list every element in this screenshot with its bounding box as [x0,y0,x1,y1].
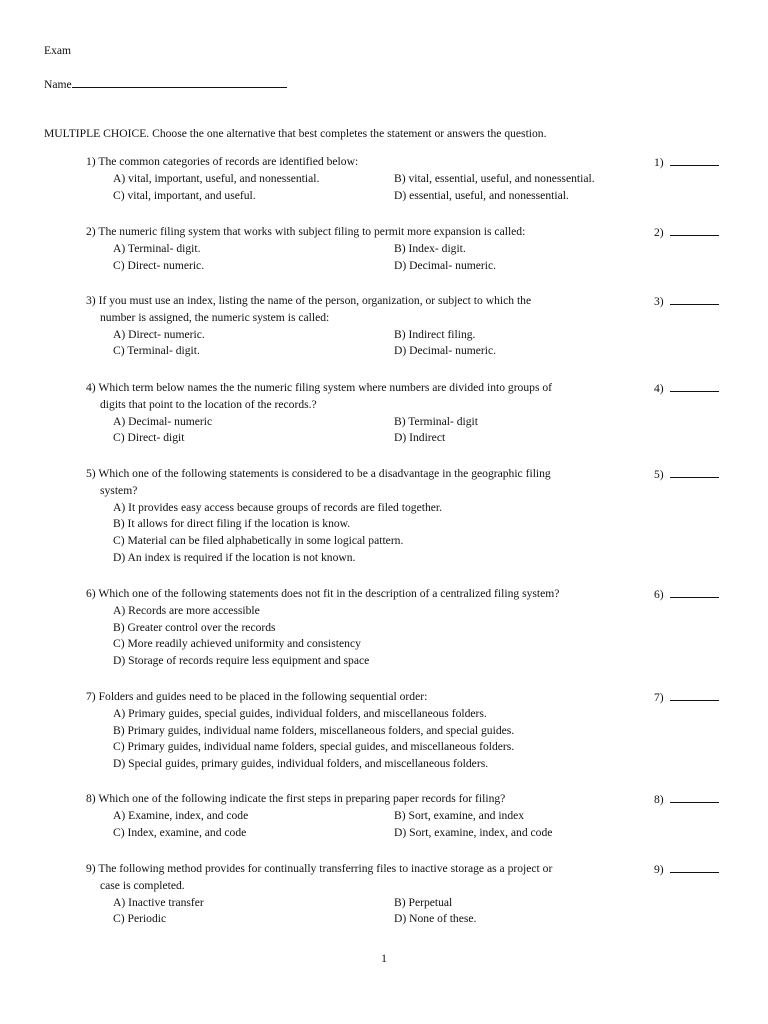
question-number: 3) [86,294,96,307]
answer-blank-7[interactable] [654,689,734,707]
choice-a[interactable]: A) Decimal- numeric [113,414,213,428]
question-5 [86,466,646,567]
answer-blank-2[interactable] [654,224,734,242]
choice-b[interactable]: B) Perpetual [394,895,453,909]
choice-b[interactable]: B) Terminal- digit [394,414,478,428]
answer-line[interactable] [670,689,719,701]
choice-c[interactable]: C) Index, examine, and code [113,825,247,839]
question-stem [86,689,646,706]
question-text: The numeric filing system that works with subject filing to permit more expansion is called: [98,225,526,238]
choice-d[interactable]: D) Sort, examine, index, and code [394,825,553,839]
choice-list [113,171,646,205]
choice-a[interactable]: A) Inactive transfer [113,895,204,909]
question-text-continued: number is assigned, the numeric system is called: [100,310,330,324]
choice-c[interactable]: C) Direct- digit [113,431,185,445]
choice-list [113,808,646,842]
question-text: Which one of the following statements does not fit in the description of a centralized filing system? [98,587,560,600]
question-text-continued: case is completed. [100,878,185,892]
answer-label: 6) [654,588,664,601]
answer-blank-5[interactable] [654,466,734,484]
choice-list [113,414,646,448]
choice-a[interactable]: A) Direct- numeric. [113,327,205,341]
question-stem [86,861,646,895]
choice-a[interactable]: A) Records are more accessible [113,603,260,617]
answer-line[interactable] [670,861,719,873]
choice-c[interactable]: C) Primary guides, individual name folders, special guides, and miscellaneous folders. [113,740,515,754]
question-text: Folders and guides need to be placed in the following sequential order: [98,690,428,703]
choice-a[interactable]: A) Examine, index, and code [113,808,249,822]
answer-blank-8[interactable] [654,791,734,809]
question-stem [86,380,646,414]
choice-list [113,603,646,670]
choice-d[interactable]: D) Storage of records require less equipment and space [113,654,370,668]
question-stem [86,466,646,500]
answer-label: 5) [654,468,664,481]
instructions: MULTIPLE CHOICE. Choose the one alternative that best completes the statement or answers the question. [44,127,547,140]
choice-c[interactable]: C) Direct- numeric. [113,258,205,272]
question-stem [86,791,646,808]
answer-line[interactable] [670,791,719,803]
choice-b[interactable]: B) Greater control over the records [113,620,276,634]
question-stem [86,293,646,327]
choice-c[interactable]: C) vital, important, and useful. [113,188,256,202]
answer-blank-6[interactable] [654,586,734,604]
answer-label: 1) [654,156,664,169]
choice-d[interactable]: D) Decimal- numeric. [394,258,497,272]
question-7 [86,689,646,773]
choice-list [113,327,646,361]
choice-a[interactable]: A) vital, important, useful, and nonessential. [113,171,320,185]
question-text-continued: system? [100,483,138,497]
answer-label: 4) [654,382,664,395]
answer-blank-9[interactable] [654,861,734,879]
page-number: 1 [381,952,387,965]
question-stem [86,154,646,171]
question-text: Which one of the following indicate the first steps in preparing paper records for filing? [98,792,506,805]
answer-line[interactable] [670,224,719,236]
question-text: The common categories of records are identified below: [98,155,359,168]
question-text-continued: digits that point to the location of the records.? [100,397,317,411]
choice-c[interactable]: C) Material can be filed alphabetically in some logical pattern. [113,534,404,548]
choice-d[interactable]: D) An index is required if the location is not known. [113,550,356,564]
answer-line[interactable] [670,466,719,478]
question-number: 6) [86,587,96,600]
question-3 [86,293,646,360]
name-blank-line[interactable] [72,76,287,88]
choice-list [113,500,646,567]
answer-line[interactable] [670,586,719,598]
choice-d[interactable]: D) Indirect [394,431,446,445]
question-text: Which term below names the the numeric filing system where numbers are divided into groups of [98,381,553,394]
answer-label: 2) [654,226,664,239]
choice-b[interactable]: B) Index- digit. [394,241,466,255]
choice-c[interactable]: C) Periodic [113,912,167,926]
choice-b[interactable]: B) Indirect filing. [394,327,476,341]
question-number: 9) [86,862,96,875]
answer-label: 8) [654,793,664,806]
answer-line[interactable] [670,380,719,392]
answer-label: 7) [654,691,664,704]
exam-title: Exam [44,44,72,57]
answer-blank-3[interactable] [654,293,734,311]
choice-d[interactable]: D) essential, useful, and nonessential. [394,188,569,202]
question-number: 7) [86,690,96,703]
question-number: 1) [86,155,96,168]
choice-list [113,241,646,275]
question-number: 8) [86,792,96,805]
question-4 [86,380,646,447]
answer-line[interactable] [670,293,719,305]
answer-blank-1[interactable] [654,154,734,172]
question-number: 2) [86,225,96,238]
choice-c[interactable]: C) More readily achieved uniformity and consistency [113,637,361,651]
question-stem [86,586,646,603]
choice-b[interactable]: B) It allows for direct filing if the location is know. [113,517,351,531]
question-8 [86,791,646,841]
answer-line[interactable] [670,154,719,166]
question-6 [86,586,646,670]
choice-b[interactable]: B) Sort, examine, and index [394,808,525,822]
question-number: 5) [86,467,96,480]
name-label: Name [44,78,72,91]
answer-label: 9) [654,863,664,876]
question-text: The following method provides for continually transferring files to inactive storage as a project or [98,862,553,875]
question-2 [86,224,646,274]
choice-d[interactable]: D) Special guides, primary guides, individual folders, and miscellaneous folders. [113,757,489,771]
choice-list [113,895,646,929]
choice-list [113,706,646,773]
answer-label: 3) [654,295,664,308]
question-1 [86,154,646,204]
choice-a[interactable]: A) It provides easy access because groups of records are filed together. [113,500,443,514]
choice-a[interactable]: A) Primary guides, special guides, individual folders, and miscellaneous folders. [113,706,487,720]
choice-d[interactable]: D) Decimal- numeric. [394,344,497,358]
question-9 [86,861,646,928]
choice-b[interactable]: B) vital, essential, useful, and nonessential. [394,171,595,185]
question-text: Which one of the following statements is considered to be a disadvantage in the geographic filing [98,467,551,480]
choice-b[interactable]: B) Primary guides, individual name folders, miscellaneous folders, and special guides. [113,723,515,737]
answer-blank-4[interactable] [654,380,734,398]
choice-c[interactable]: C) Terminal- digit. [113,344,200,358]
name-field[interactable] [44,76,287,94]
question-number: 4) [86,381,96,394]
question-text: If you must use an index, listing the name of the person, organization, or subject to which the [98,294,532,307]
choice-d[interactable]: D) None of these. [394,912,477,926]
choice-a[interactable]: A) Terminal- digit. [113,241,201,255]
question-stem [86,224,646,241]
